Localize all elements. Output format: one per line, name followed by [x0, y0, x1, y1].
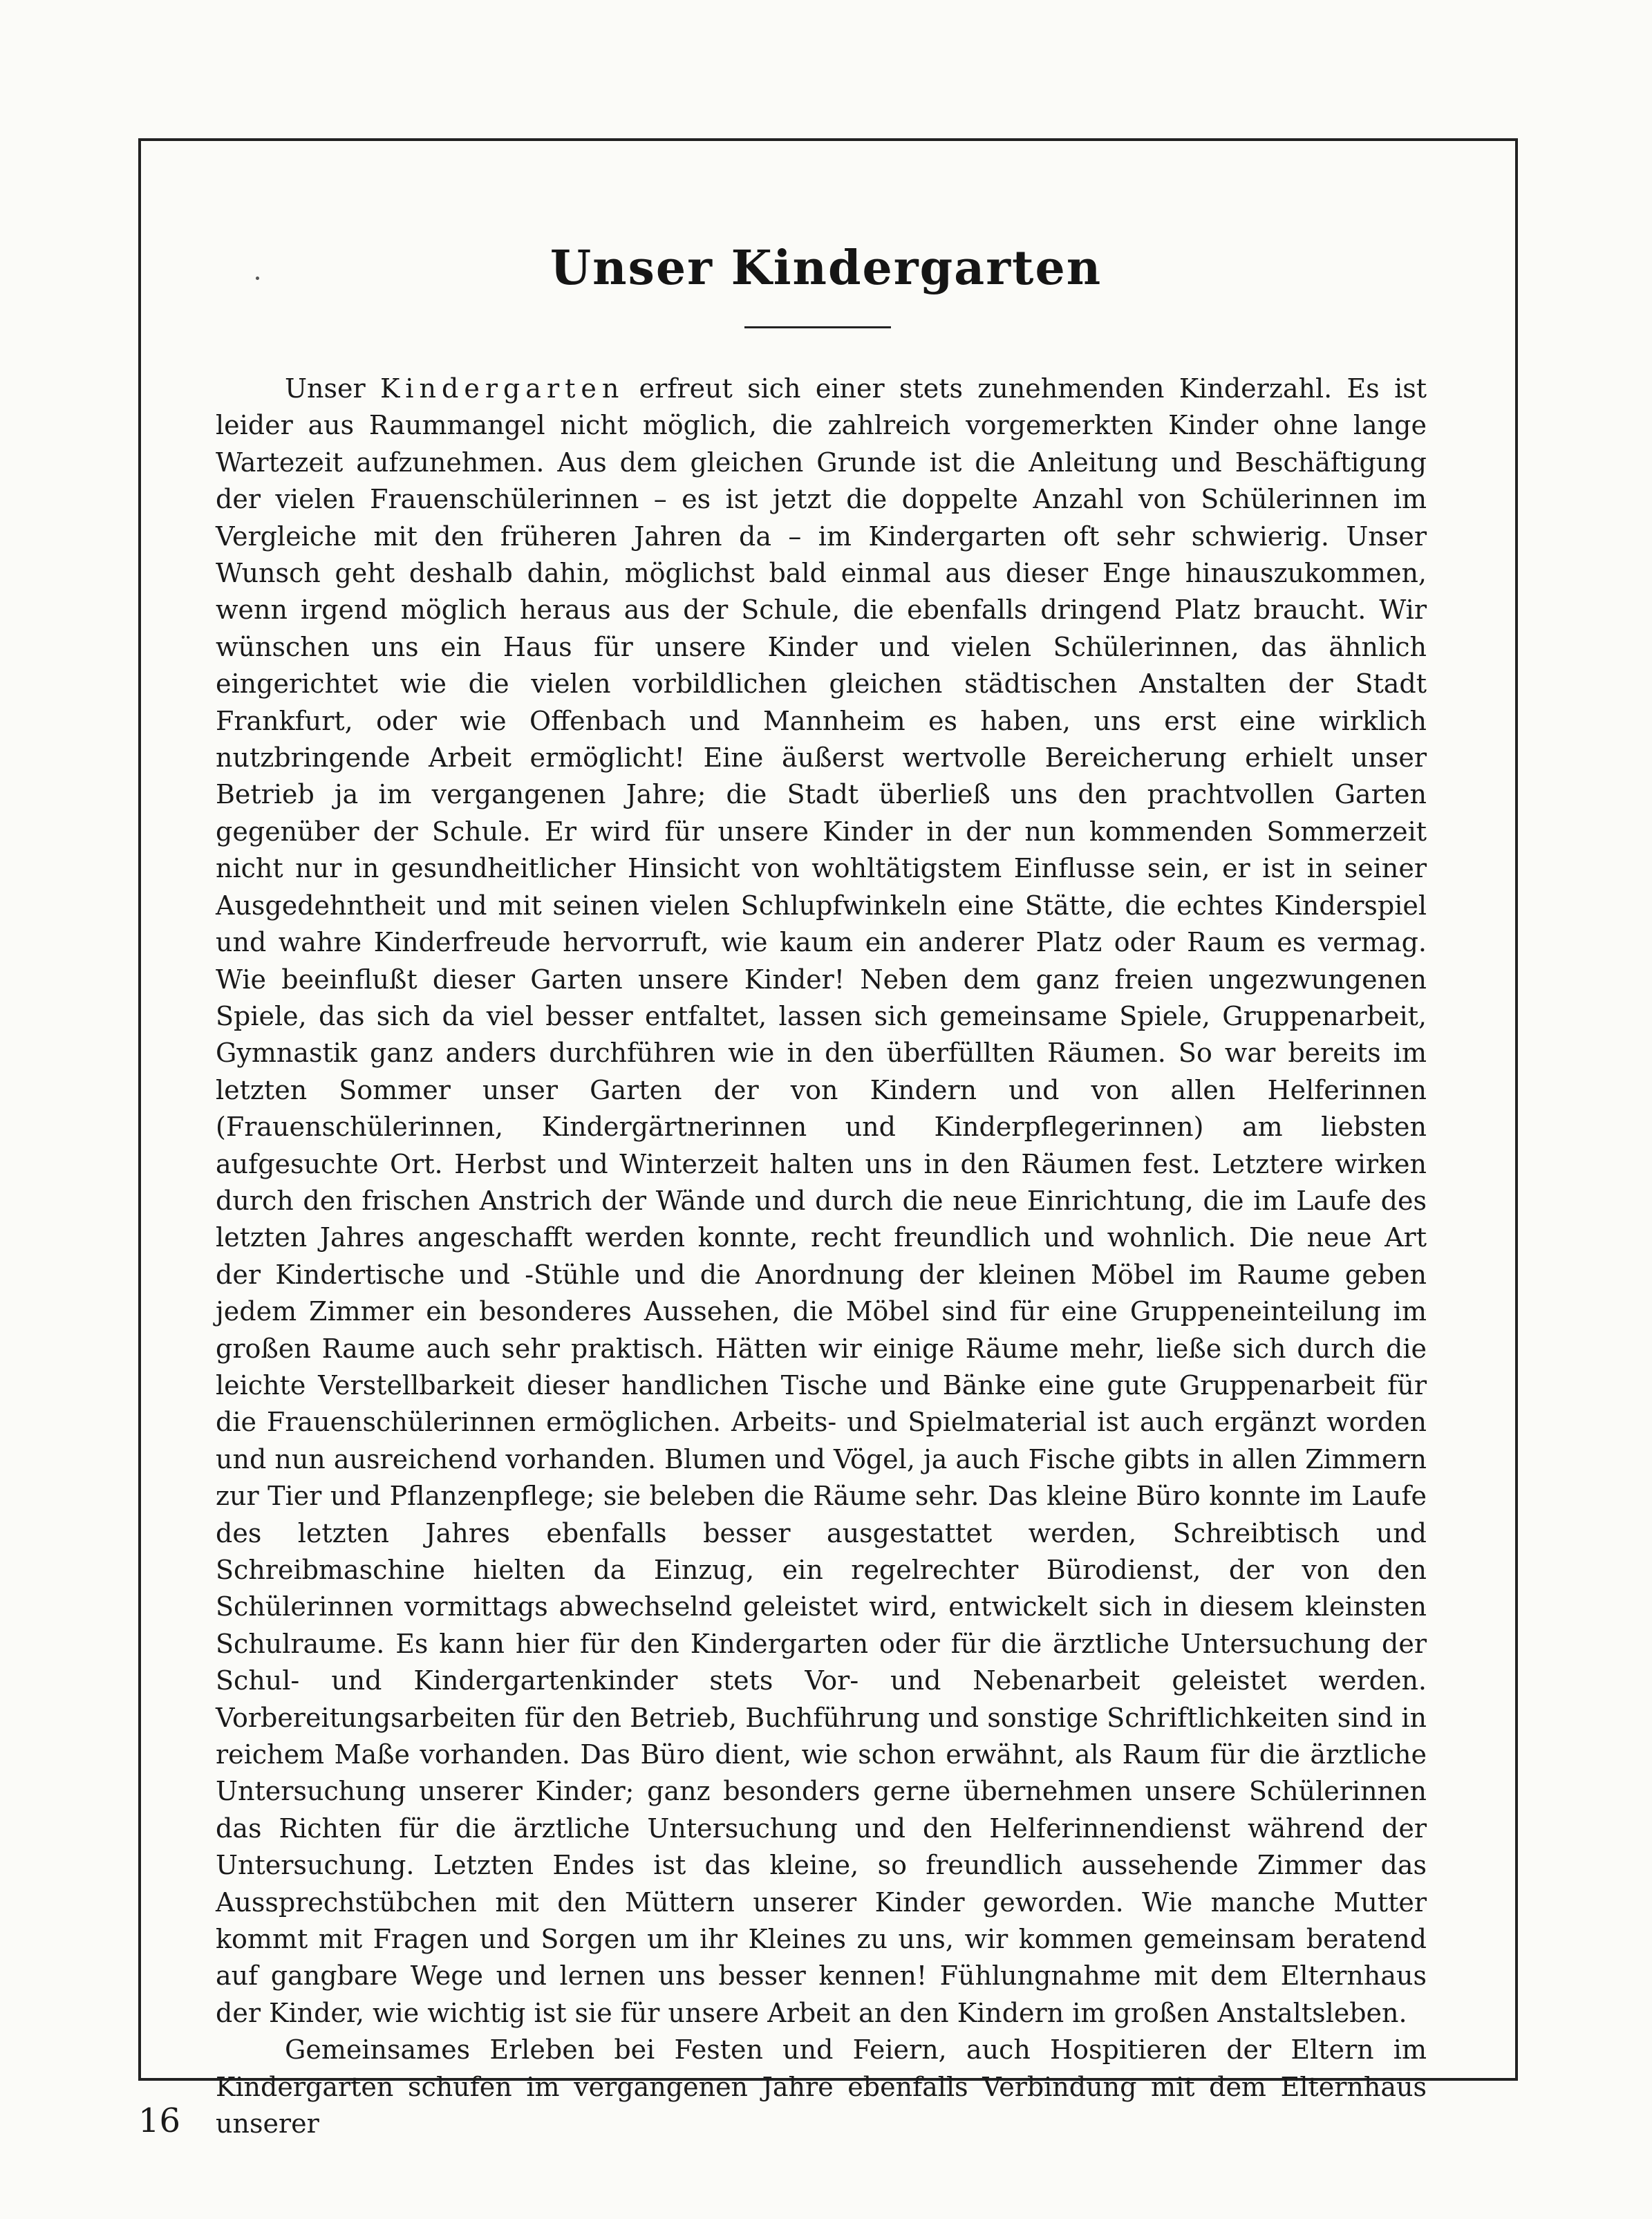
- page-number: 16: [138, 2101, 181, 2140]
- paragraph-1-spaced-word: Kindergarten: [379, 373, 625, 404]
- title-rule: [744, 326, 891, 328]
- article-body: [216, 371, 1427, 2143]
- paragraph-2: Gemeinsames Erleben bei Festen und Feiern, auch Hospitieren der Eltern im Kindergarten schufen im vergangenen Jahre ebenfalls Verbindung mit dem Elternhaus unserer: [216, 2034, 1427, 2140]
- page-title: Unser Kindergarten: [550, 241, 1102, 296]
- paragraph-1-start: Unser: [285, 373, 380, 404]
- paragraph-1-rest: erfreut sich einer stets zunehmenden Kinderzahl. Es ist leider aus Raummangel nicht möglich, die zahlreich vorgemerkten Kinder ohne lange Wartezeit aufzunehmen. Aus dem gleichen Grunde ist die Anleitung und Beschäftigung der vielen Frauenschülerinnen – es ist jetzt die doppelte Anzahl von Schülerinnen im Vergleiche mit den früheren Jahren da – im Kindergarten oft sehr schwierig. Unser Wunsch geht deshalb dahin, möglichst bald einmal aus dieser Enge hinauszukommen, wenn irgend möglich heraus aus der Schule, die ebenfalls dringend Platz braucht. Wir wünschen uns ein Haus für unsere Kinder und vielen Schülerinnen, das ähnlich eingerichtet wie die vielen vorbildlichen gleichen städtischen Anstalten der Stadt Frankfurt, oder wie Offenbach und Mannheim es haben, uns erst eine wirklich nutzbringende Arbeit ermöglicht! Eine äußerst wertvolle Bereicherung erhielt unser Betrieb ja im vergangenen Jahre; die Stadt überließ uns den prachtvollen Garten gegenüber der Schule. Er wird für unsere Kinder in der nun kommenden Sommerzeit nicht nur in gesundheitlicher Hinsicht von wohltätigstem Einflusse sein, er ist in seiner Ausgedehntheit und mit seinen vielen Schlupfwinkeln eine Stätte, die echtes Kinderspiel und wahre Kinderfreude hervorruft, wie kaum ein anderer Platz oder Raum es vermag. Wie beeinflußt dieser Garten unsere Kinder! Neben dem ganz freien ungezwungenen Spiele, das sich da viel besser entfaltet, lassen sich gemeinsame Spiele, Gruppenarbeit, Gymnastik ganz anders durchführen wie in den überfüllten Räumen. So war bereits im letzten Sommer unser Garten der von Kindern und von allen Helferinnen (Frauenschülerinnen, Kindergärtnerinnen und Kinderpflegerinnen) am liebsten aufgesuchte Ort. Herbst und Winterzeit halten uns in den Räumen fest. Letztere wirken durch den frischen Anstrich der Wände und durch die neue Einrichtung, die im Laufe des letzten Jahres angeschafft werden konnte, recht freundlich und wohnlich. Die neue Art der Kindertische und -Stühle und die Anordnung der kleinen Möbel im Raume geben jedem Zimmer ein besonderes Aussehen, die Möbel sind für eine Gruppeneinteilung im großen Raume auch sehr praktisch. Hätten wir einige Räume mehr, ließe sich durch die leichte Verstellbarkeit dieser handlichen Tische und Bänke eine gute Gruppenarbeit für die Frauenschülerinnen ermöglichen. Arbeits- und Spielmaterial ist auch ergänzt worden und nun ausreichend vorhanden. Blumen und Vögel, ja auch Fische gibts in allen Zimmern zur Tier und Pflanzenpflege; sie beleben die Räume sehr. Das kleine Büro konnte im Laufe des letzten Jahres ebenfalls besser ausgestattet werden, Schreibtisch und Schreibmaschine hielten da Einzug, ein regelrechter Bürodienst, der von den Schülerinnen vormittags abwechselnd geleistet wird, entwickelt sich in diesem kleinsten Schulraume. Es kann hier für den Kindergarten oder für die ärztliche Untersuchung der Schul- und Kindergartenkinder stets Vor- und Nebenarbeit geleistet werden. Vorbereitungsarbeiten für den Betrieb, Buchführung und sonstige Schriftlichkeiten sind in reichem Maße vorhanden. Das Büro dient, wie schon erwähnt, als Raum für die ärztliche Untersuchung unserer Kinder; ganz besonders gerne übernehmen unsere Schülerinnen das Richten für die ärztliche Untersuchung und den Helferinnendienst während der Untersuchung. Letzten Endes ist das kleine, so freundlich aussehende Zimmer das Aussprechstübchen mit den Müttern unserer Kinder geworden. Wie manche Mutter kommt mit Fragen und Sorgen um ihr Kleines zu uns, wir kommen gemeinsam beratend auf gangbare Wege und lernen uns besser kennen! Fühlungnahme mit dem Elternhaus der Kinder, wie wichtig ist sie für unsere Arbeit an den Kindern im großen Anstaltsleben.: [216, 373, 1427, 2028]
- paragraph-1: [216, 371, 1427, 2032]
